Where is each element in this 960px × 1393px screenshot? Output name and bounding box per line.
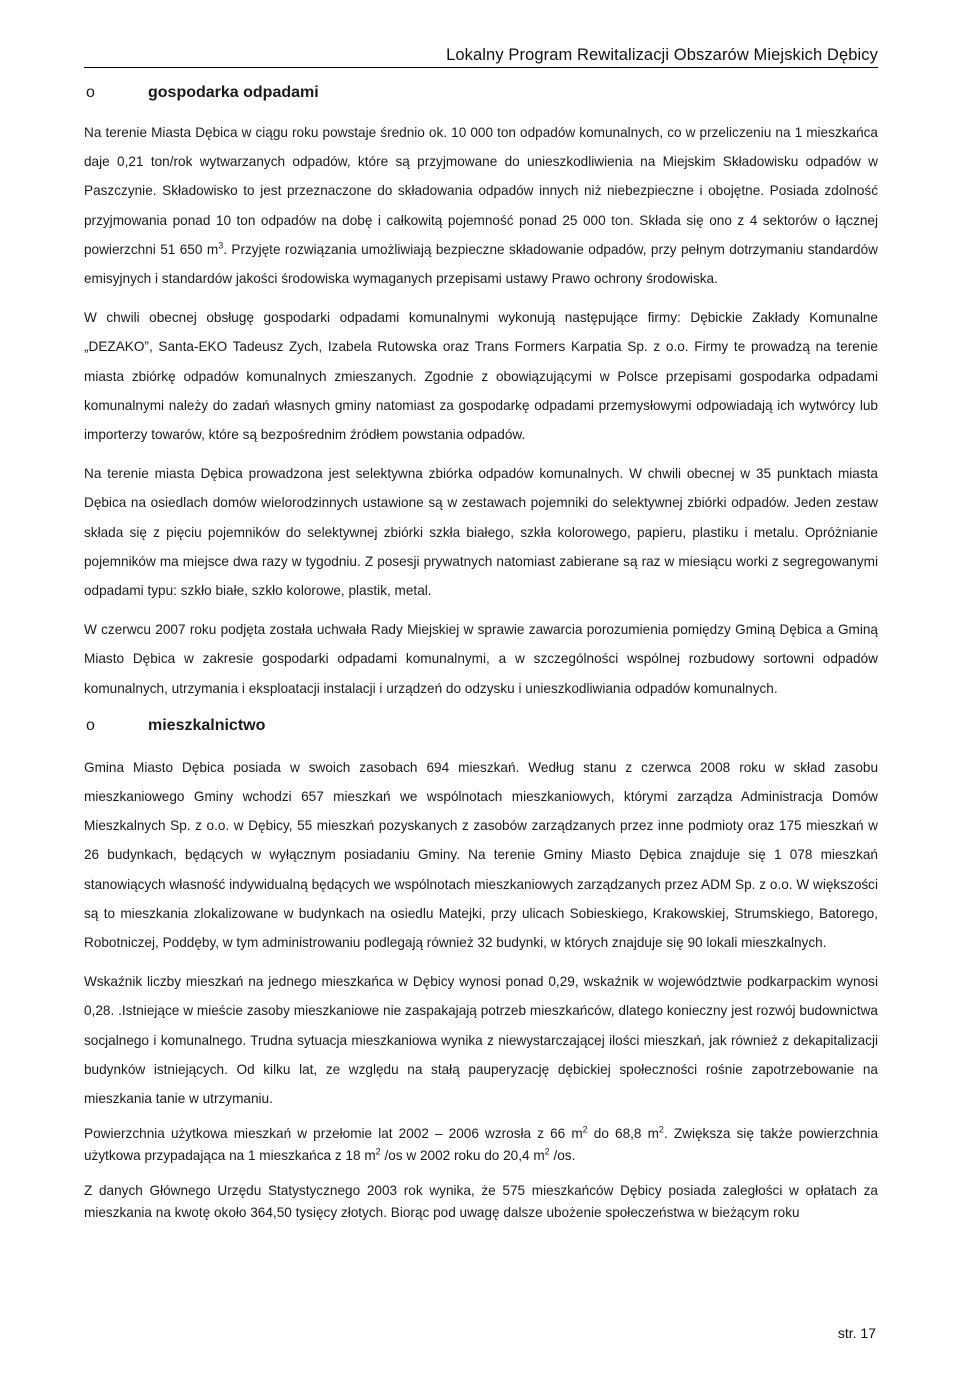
section-heading-housing — [84, 717, 878, 735]
page-number: str. 17 — [837, 1325, 876, 1341]
section-heading-waste — [84, 84, 878, 102]
paragraph: Wskaźnik liczby mieszkań na jednego mieszkańca w Dębicy wynosi ponad 0,29, wskaźnik w województwie podkarpackim wynosi 0,28. .Istniejące w mieście zasoby mieszkaniowe nie zaspakajają potrzeb mieszkańców, dlatego konieczny jest rozwój budownictwa socjalnego i komunalnego. Trudna sytuacja mieszkaniowa wynika z niewystarczającej ilości mieszkań, jak również z dekapitalizacji budynków istniejących. Od kilku lat, ze względu na stałą pauperyzację dębickiej społeczności rośnie zapotrzebowanie na mieszkania tanie w utrzymaniu. — [84, 974, 878, 1107]
bullet-marker: o — [86, 716, 95, 734]
document-title: Lokalny Program Rewitalizacji Obszarów Miejskich Dębicy — [446, 46, 878, 64]
section-title: mieszkalnictwo — [148, 716, 266, 734]
running-header — [84, 46, 878, 68]
paragraph: Gmina Miasto Dębica posiada w swoich zasobach 694 mieszkań. Według stanu z czerwca 2008 roku w skład zasobu mieszkaniowego Gminy wchodzi 657 mieszkań we wspólnotach mieszkaniowych, którymi zarządza Administracja Domów Mieszkalnych Sp. z o.o. w Dębicy, 55 mieszkań pozyskanych z zasobów zarządzanych przez inne podmioty oraz 175 mieszkań w 26 budynkach, będących w wyłącznym posiadaniu Gminy. Na terenie Gminy Miasto Dębica znajduje się 1 078 mieszkań stanowiących własność indywidualną będących we wspólnotach mieszkaniowych zarządzanych przez ADM Sp. z o.o. W większości są to mieszkania zlokalizowane w budynkach na osiedlu Matejki, przy ulicach Sobieskiego, Krakowskiej, Strumskiego, Batorego, Robotniczej, Poddęby, w tym administrowaniu podlegają również 32 budynki, w których znajduje się 90 lokali mieszkalnych. — [84, 759, 878, 951]
bullet-marker: o — [86, 84, 95, 101]
superscript: 3 — [218, 240, 224, 251]
paragraph: W chwili obecnej obsługę gospodarki odpadami komunalnymi wykonują następujące firmy: Dębickie Zakłady Komunalne „DEZAKO”, Santa-EKO Tadeusz Zych, Izabela Rutowska oraz Trans Formers Karpatia Sp. z o.o. Firmy te prowadzą na terenie miasta zbiórkę odpadów komunalnych zmieszanych. Zgodnie z obowiązującymi w Polsce przepisami gospodarka odpadami komunalnymi należy do zadań własnych gminy natomiast za gospodarkę odpadami przemysłowymi odpowiadają ich wytwórcy lub importerzy towarów, które są bezpośrednim źródłem powstania odpadów. — [84, 310, 878, 443]
paragraph: Powierzchnia użytkowa mieszkań w przełomie lat 2002 – 2006 wzrosła z 66 $m^2$ do 68,8 $m^2$. Zwiększa się także powierzchnia użytkowa przypadająca na 1 mieszkańca z 18 $m^2$ /os w 2002 roku do 20,4 $m^2$ /os. — [84, 1124, 878, 1163]
paragraph: W czerwcu 2007 roku podjęta została uchwała Rady Miejskiej w sprawie zawarcia porozumienia pomiędzy Gminą Dębica a Gminą Miasto Dębica w zakresie gospodarki odpadami komunalnymi, a w szczególności wspólnej rozbudowy sortowni odpadów komunalnych, utrzymania i eksploatacji instalacji i urządzeń do odzysku i unieszkodliwiania odpadów komunalnych. — [84, 622, 878, 696]
section-title: gospodarka odpadami — [148, 84, 319, 101]
paragraph: Z danych Głównego Urzędu Statystycznego 2003 rok wynika, że 575 mieszkańców Dębicy posiada zaległości w opłatach za mieszkania na kwotę około 364,50 tysięcy złotych. Biorąc pod uwagę dalsze ubożenie społeczeństwa w bieżącym roku — [84, 1183, 878, 1220]
paragraph: Na terenie Miasta Dębica w ciągu roku powstaje średnio ok. 10 000 ton odpadów komunalnych, co w przeliczeniu na 1 mieszkańca daje 0,21 ton/rok wytwarzanych odpadów, które są przyjmowane do unieszkodliwienia na Miejskim Składowisku odpadów w Paszczynie. Składowisko to jest przeznaczone do składowania odpadów innych niż niebezpieczne i obojętne. Posiada zdolność przyjmowania ponad 10 ton odpadów na dobę i całkowitą pojemność ponad 25 000 ton. Składa się ono z 4 sektorów o łącznej powierzchni 51 650 $m^3$. Przyjęte rozwiązania umożliwiają bezpieczne składowanie odpadów, przy pełnym dotrzymaniu standardów emisyjnych i standardów jakości środowiska wymaganych przepisami ustawy Prawo ochrony środowiska. — [84, 125, 878, 287]
paragraph: Na terenie miasta Dębica prowadzona jest selektywna zbiórka odpadów komunalnych. W chwili obecnej w 35 punktach miasta Dębica na osiedlach domów wielorodzinnych ustawione są w zestawach pojemniki do selektywnej zbiórki odpadów. Jeden zestaw składa się z pięciu pojemników do selektywnej zbiórki szkła białego, szkła kolorowego, papieru, plastiku i metalu. Opróżnianie pojemników ma miejsce dwa razy w tygodniu. Z posesji prywatnych natomiast zabierane są raz w miesiącu worki z segregowanymi odpadami typu: szkło białe, szkło kolorowe, plastik, metal. — [84, 466, 878, 599]
page-content — [84, 84, 878, 1237]
